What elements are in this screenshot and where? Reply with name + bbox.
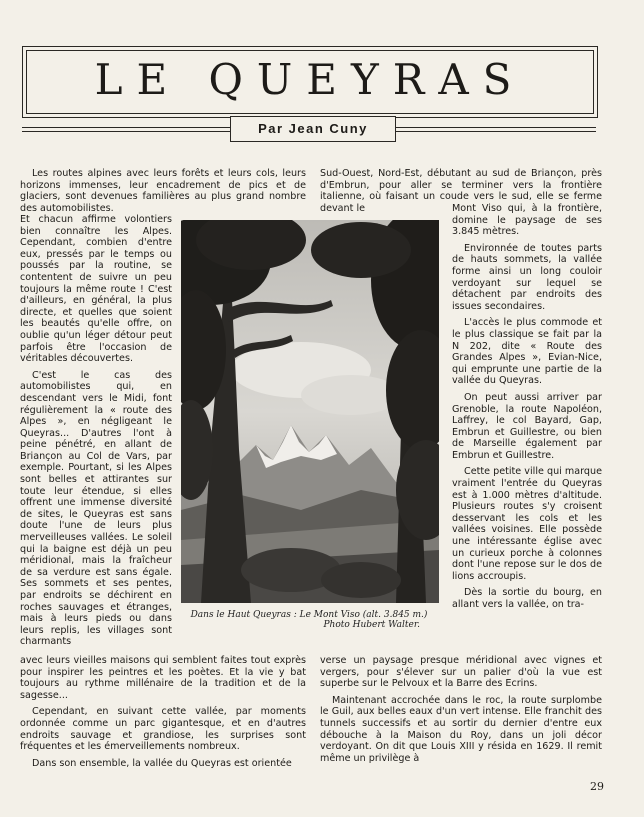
paragraph: Les routes alpines avec leurs forêts et leurs cols, leurs horizons immenses, leur encadrement de pics et de glaciers, sont devenues familières au plus grand nombre des automobilistes. — [20, 168, 306, 214]
col-left-bottom — [20, 655, 306, 774]
title-frame — [22, 46, 598, 118]
paragraph: L'accès le plus commode et le plus classique se fait par la N 202, dite « Route des Grandes Alpes », Evian-Nice, qui emprunte une partie de la vallée du Queyras. — [452, 317, 602, 387]
paragraph: Environnée de toutes parts de hauts sommets, la vallée forme ainsi un long couloir verdoyant sur lequel se détachent par endroits des issues secondaires. — [452, 242, 602, 312]
mont-viso-photo — [181, 220, 439, 603]
paragraph: verse un paysage presque méridional avec vignes et vergers, pour s'élever sur un palier d'où la vue est superbe sur le Pelvoux et la Barre des Ecrins. — [320, 655, 602, 690]
mountain-landscape-image — [181, 220, 439, 603]
byline-rule-right — [394, 127, 596, 132]
col-left-top — [20, 168, 306, 219]
paragraph: Cependant, en suivant cette vallée, par moments ordonnée comme un parc gigantesque, et en d'autres endroits sauvage et grandiose, les surprises sont fréquentes et les émerveillements nombreux. — [20, 706, 306, 753]
paragraph: C'est le cas des automobilistes qui, en descendant vers le Midi, font régulièrement la « route des Alpes », en négligeant le Queyras... D'autres l'ont à peine pénétré, en allant de Briançon au Col de Vars, par exemple. Pourtant, si les Alpes sont belles et attirantes sur toute leur étendue, si elles offrent une immense diversité de sites, le Queyras est sans doute l'une de leurs plus merveilleuses vallées. Le soleil qui la baigne est déjà un peu méridional, mais la fraîcheur de sa verdure est sans égale. Ses sommets et ses pentes, par endroits se déchirent en roches sauvages et étranges, mais à leurs pieds ou dans leurs replis, les villages sont charmants — [20, 369, 172, 648]
paragraph: avec leurs vieilles maisons qui semblent faites tout exprès pour inspirer les peintres et les poètes. Et la vie y bat toujours au rythme millénaire de la tradition et de la sagesse... — [20, 655, 306, 701]
article-title: LE QUEYRAS — [94, 55, 526, 104]
paragraph: Dans son ensemble, la vallée du Queyras est orientée — [32, 757, 292, 769]
paragraph: Et chacun affirme volontiers bien connaître les Alpes. Cependant, combien d'entre eux, pressés par le temps ou poussés par la routine, se contentent de suivre un peu toujours la même route ! C'est d'ailleurs, en général, la plus directe, et quelles que soient les beautés qu'elle offre, on oublie qu'un léger détour peut parfois être l'occasion de véritables découvertes. — [20, 214, 172, 365]
paragraph: Maintenant accrochée dans le roc, la route surplombe le Guil, aux belles eaux d'un vert intense. Elle franchit des tunnels successifs et au sortir du dernier d'entre eux débouche à la Maison du Roy, dans un joli décor verdoyant. On dit que Louis XIII y résida en 1629. Il remit même un privilège à — [320, 694, 602, 764]
col-left-narrow — [20, 214, 172, 653]
paragraph: On peut aussi arriver par Grenoble, la route Napoléon, Laffrey, le col Bayard, Gap, Embrun et Guillestre, ou bien de Marseille également par Embrun et Guillestre. — [452, 391, 602, 461]
byline-rule-left — [22, 127, 230, 132]
paragraph: Cette petite ville qui marque vraiment l'entrée du Queyras est à 1.000 mètres d'altitude. Plusieurs routes s'y croisent desservant les cols et les vallées voisines. Elle possède une intéressante église avec un curieux porche à colonnes dont l'une repose sur le dos de lions accroupis. — [452, 466, 602, 582]
photo-credit: Photo Hubert Walter. — [323, 620, 420, 630]
col-right-narrow — [452, 203, 602, 616]
byline: Par Jean Cuny — [230, 116, 396, 142]
photo-caption — [176, 610, 442, 630]
caption-text: Dans le Haut Queyras : Le Mont Viso (alt. 3.845 m.) — [190, 610, 428, 620]
col-right-bottom — [320, 655, 602, 769]
page-number: 29 — [590, 780, 604, 793]
paragraph: Dès la sortie du bourg, en allant vers la vallée, on tra- — [452, 587, 602, 610]
paragraph: Mont Viso qui, à la frontière, domine le paysage de ses 3.845 mètres. — [452, 203, 602, 238]
paragraph: Sud-Ouest, Nord-Est, débutant au sud de Briançon, près d'Embrun, pour aller se terminer vers la frontière italienne, où faisant un coude vers le sud, elle se ferme devant le — [320, 168, 602, 214]
